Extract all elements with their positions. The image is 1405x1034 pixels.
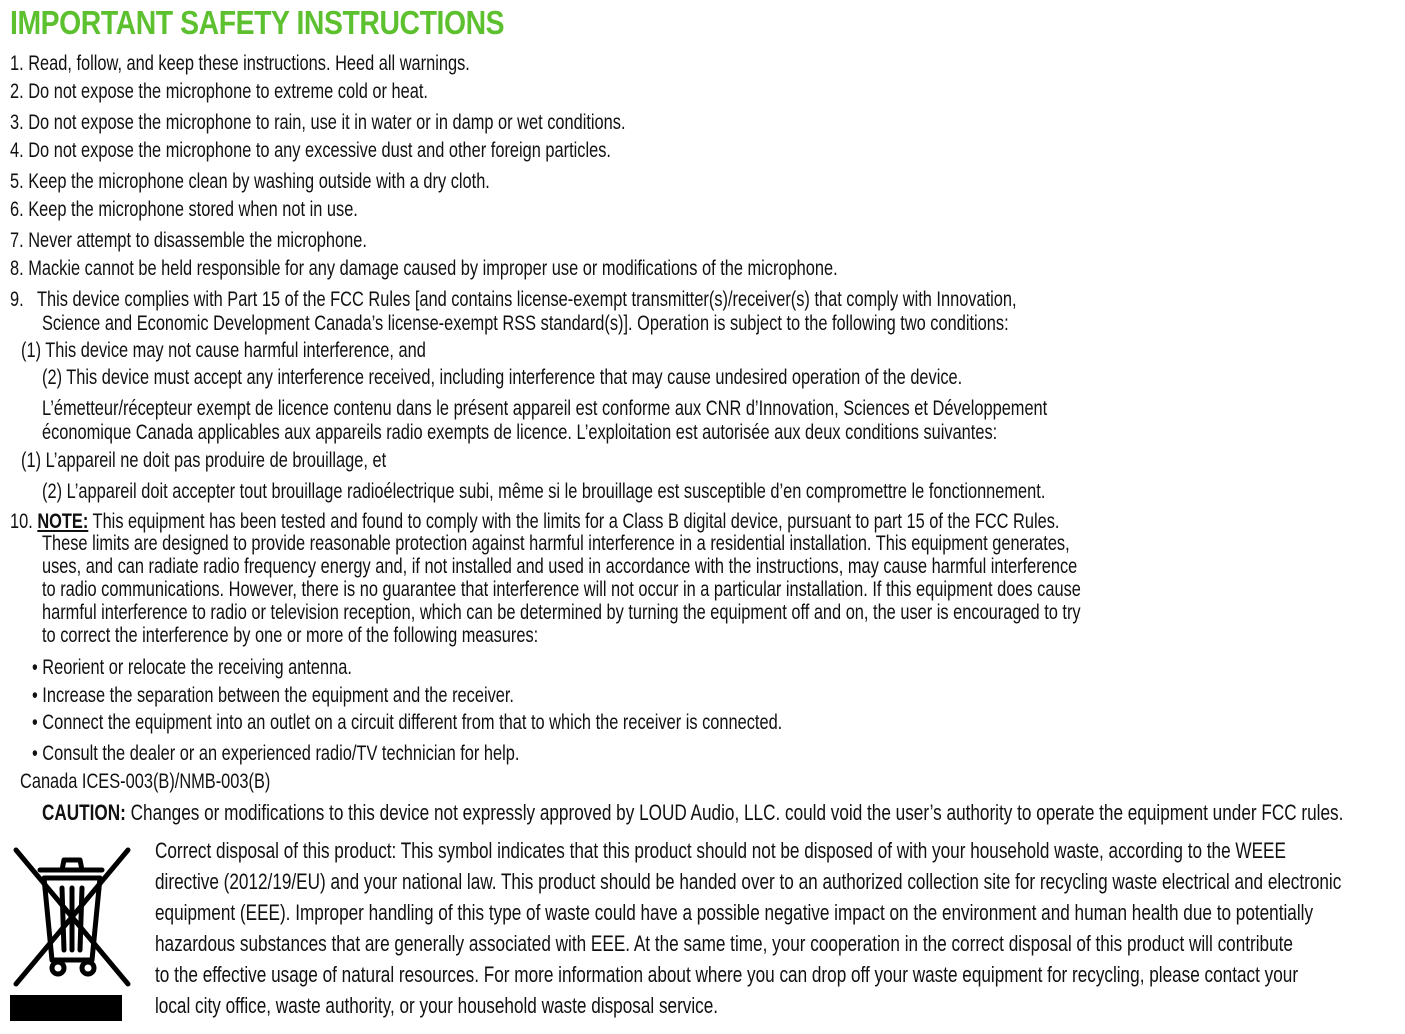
item-number: 9. <box>10 288 24 311</box>
fcc-condition: (1) This device may not cause harmful interference, and <box>21 339 426 362</box>
item-text: Do not expose the microphone to rain, use it in water or in damp or wet conditions. <box>28 111 626 134</box>
list-item <box>10 111 626 135</box>
measure-bullet: • Connect the equipment into an outlet on a circuit different from that to which the receiver is connected. <box>32 711 783 734</box>
list-item <box>10 139 611 163</box>
item-text: Do not expose the microphone to any excessive dust and other foreign particles. <box>28 139 611 162</box>
list-item <box>10 198 358 222</box>
item-text: Keep the microphone stored when not in use. <box>28 198 358 221</box>
measure-bullet: • Consult the dealer or an experienced radio/TV technician for help. <box>32 742 520 765</box>
item-number: 1. <box>10 52 24 75</box>
note-text-line: This equipment has been tested and found to comply with the limits for a Class B digital device, pursuant to part 15 of the FCC Rules. <box>92 510 1060 533</box>
measure-bullet: • Increase the separation between the equipment and the receiver. <box>32 684 514 707</box>
disposal-text-line: hazardous substances that are generally associated with EEE. At the same time, your cooperation in the correct disposal of this product will contribute <box>155 931 1293 956</box>
item-number: 6. <box>10 198 24 221</box>
list-item <box>10 229 367 253</box>
caution-text: Changes or modifications to this device not expressly approved by LOUD Audio, LLC. could void the user’s authority to operate the equipment under FCC rules. <box>130 800 1344 825</box>
disposal-text-line: local city office, waste authority, or your household waste disposal service. <box>155 993 719 1018</box>
item-number: 7. <box>10 229 24 252</box>
item-text: Mackie cannot be held responsible for any damage caused by improper use or modifications of the microphone. <box>28 257 838 280</box>
french-text-line: L’émetteur/récepteur exempt de licence contenu dans le présent appareil est conforme aux CNR d’Innovation, Sciences et Développement <box>42 397 1048 420</box>
canada-compliance: Canada ICES-003(B)/NMB-003(B) <box>20 770 271 793</box>
caution-label: CAUTION: <box>42 800 126 825</box>
fcc-condition: (2) This device must accept any interference received, including interference that may cause undesired operation of the device. <box>42 366 963 389</box>
disposal-text-line: equipment (EEE). Improper handling of this type of waste could have a possible negative impact on the environment and human health due to potentially <box>155 900 1314 925</box>
disposal-text-line: directive (2012/19/EU) and your national law. This product should be handed over to an authorized collection site for recycling waste electrical and electronic <box>155 869 1342 894</box>
measure-bullet: • Reorient or relocate the receiving antenna. <box>32 656 352 679</box>
item-number: 3. <box>10 111 24 134</box>
list-item <box>10 52 470 76</box>
fcc-text-line: Science and Economic Development Canada’s license-exempt RSS standard(s)]. Operation is subject to the following two conditions: <box>42 312 1009 335</box>
page-title: IMPORTANT SAFETY INSTRUCTIONS <box>10 4 505 41</box>
item-number: 5. <box>10 170 24 193</box>
item-text: Do not expose the microphone to extreme cold or heat. <box>28 80 428 103</box>
item-text: Never attempt to disassemble the microphone. <box>28 229 367 252</box>
list-item-9 <box>10 288 1017 312</box>
french-text-line: économique Canada applicables aux appareils radio exempts de licence. L’exploitation est autorisée aux deux conditions suivantes: <box>42 421 998 444</box>
item-number: 2. <box>10 80 24 103</box>
disposal-text-line: Correct disposal of this product: This symbol indicates that this product should not be disposed of with your household waste, according to the WEEE <box>155 838 1286 863</box>
french-condition: (2) L’appareil doit accepter tout brouillage radioélectrique subi, même si le brouillage est susceptible d’en compromettre le fonctionnement. <box>42 480 1046 503</box>
item-number: 8. <box>10 257 24 280</box>
item-number: 10. <box>10 510 33 533</box>
weee-bar-icon <box>10 995 122 1021</box>
note-text-line: to correct the interference by one or more of the following measures: <box>42 624 539 647</box>
list-item <box>10 170 490 194</box>
french-condition: (1) L’appareil ne doit pas produire de brouillage, et <box>21 449 387 472</box>
item-number: 4. <box>10 139 24 162</box>
note-text-line: harmful interference to radio or television reception, which can be determined by turning the equipment off and on, the user is encouraged to try <box>42 601 1081 624</box>
item-text: Read, follow, and keep these instructions. Heed all warnings. <box>28 52 470 75</box>
list-item-10 <box>10 510 1059 534</box>
list-item <box>10 80 428 104</box>
note-text-line: to radio communications. However, there is no guarantee that interference will not occur in a particular installation. If this equipment does cause <box>42 578 1081 601</box>
disposal-text-line: to the effective usage of natural resources. For more information about where you can drop off your waste equipment for recycling, please contact your <box>155 962 1299 987</box>
note-label: NOTE: <box>37 510 89 533</box>
note-text-line: These limits are designed to provide reasonable protection against harmful interference in a residential installation. This equipment generates, <box>42 532 1070 555</box>
item-text: Keep the microphone clean by washing outside with a dry cloth. <box>28 170 490 193</box>
note-text-line: uses, and can radiate radio frequency energy and, if not installed and used in accordance with the instructions, may cause harmful interference <box>42 555 1078 578</box>
list-item <box>10 257 838 281</box>
caution-line <box>42 801 1343 825</box>
fcc-text-line: This device complies with Part 15 of the FCC Rules [and contains license-exempt transmitter(s)/receiver(s) that comply with Innovation, <box>37 288 1017 311</box>
